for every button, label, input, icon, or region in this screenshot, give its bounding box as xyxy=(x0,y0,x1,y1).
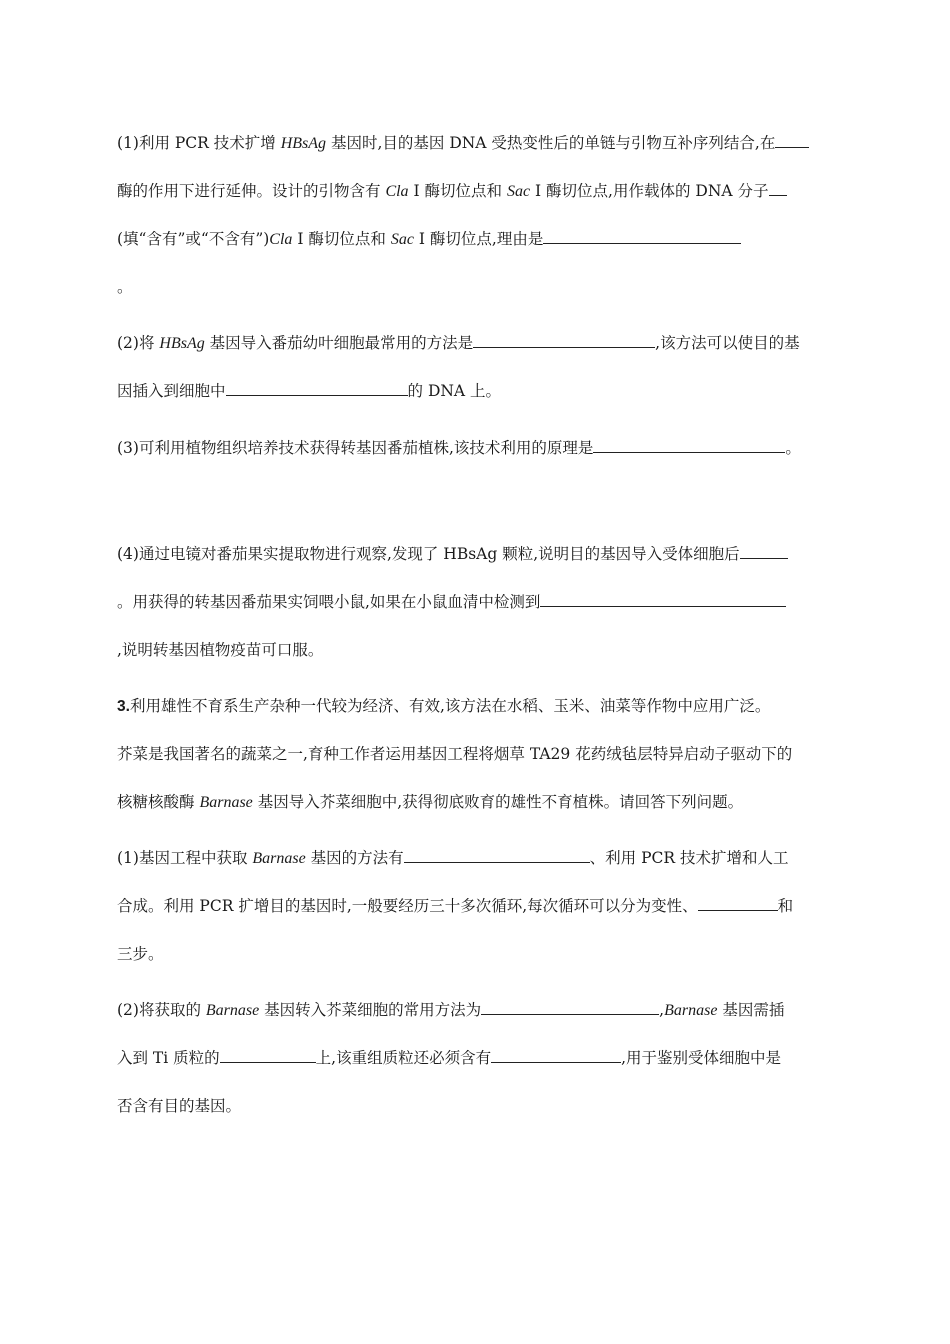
q2-part3-line1: (3)可利用植物组织培养技术获得转基因番茄植株,该技术利用的原理是 。 xyxy=(117,439,801,457)
answer-blank[interactable] xyxy=(740,544,788,559)
q2-part1-line4: 。 xyxy=(117,278,133,296)
q3-part2-line1: (2)将获取的 Barnase 基因转入芥菜细胞的常用方法为 ,Barnase 基因需插 xyxy=(117,1001,785,1019)
q2-part1-line1: (1)利用 PCR 技术扩增 HBsAg 基因时,目的基因 DNA 受热变性后的单链与引物互补序列结合,在 xyxy=(117,133,830,154)
q2-part2-line2: 因插入到细胞中 的 DNA 上。 xyxy=(117,382,502,400)
q3-intro-line1: 3.利用雄性不育系生产杂种一代较为经济、有效,该方法在水稻、玉米、油菜等作物中应用广泛。 xyxy=(117,697,771,715)
q2-part1-line2: 酶的作用下进行延伸。设计的引物含有 Cla Ⅰ 酶切位点和 Sac Ⅰ 酶切位点,用作载体的 DNA 分子 xyxy=(117,181,830,202)
answer-blank[interactable] xyxy=(491,1048,621,1063)
question-number: 3. xyxy=(117,698,130,715)
q3-part1-line2: 合成。利用 PCR 扩增目的基因时,一般要经历三十多次循环,每次循环可以分为变性、 和 xyxy=(117,897,794,915)
answer-blank[interactable] xyxy=(220,1048,316,1063)
answer-blank[interactable] xyxy=(540,592,786,607)
q3-part1-line3: 三步。 xyxy=(117,945,164,963)
q3-intro-line3: 核糖核酸酶 Barnase 基因导入芥菜细胞中,获得彻底败育的雄性不育植株。请回答下列问题。 xyxy=(117,793,744,811)
q3-part2-line2: 入到 Ti 质粒的 上,该重组质粒还必须含有 ,用于鉴别受体细胞中是 xyxy=(117,1049,782,1067)
answer-blank[interactable] xyxy=(775,133,809,148)
answer-blank[interactable] xyxy=(593,438,785,453)
answer-blank[interactable] xyxy=(404,848,590,863)
q2-part4-line2: 。用获得的转基因番茄果实饲喂小鼠,如果在小鼠血清中检测到 xyxy=(117,592,830,612)
answer-blank[interactable] xyxy=(698,896,778,911)
answer-blank[interactable] xyxy=(481,1000,659,1015)
q2-part1-line3: (填“含有”或“不含有”)Cla Ⅰ 酶切位点和 Sac Ⅰ 酶切位点,理由是 xyxy=(117,229,830,250)
answer-blank[interactable] xyxy=(226,381,408,396)
q3-part2-line3: 否含有目的基因。 xyxy=(117,1097,242,1115)
answer-blank[interactable] xyxy=(769,181,787,196)
q2-part2-line1: (2)将 HBsAg 基因导入番茄幼叶细胞最常用的方法是 ,该方法可以使目的基 xyxy=(117,334,800,352)
q2-part4-line1: (4)通过电镜对番茄果实提取物进行观察,发现了 HBsAg 颗粒,说明目的基因导入受体细胞后 xyxy=(117,544,830,564)
q3-part1-line1: (1)基因工程中获取 Barnase 基因的方法有 、利用 PCR 技术扩增和人工 xyxy=(117,849,789,867)
answer-blank[interactable] xyxy=(543,229,741,244)
answer-blank[interactable] xyxy=(473,333,655,348)
q3-intro-line2: 芥菜是我国著名的蔬菜之一,育种工作者运用基因工程将烟草 TA29 花药绒毡层特异启动子驱动下的 xyxy=(117,745,793,763)
q2-part4-line3: ,说明转基因植物疫苗可口服。 xyxy=(117,641,324,659)
